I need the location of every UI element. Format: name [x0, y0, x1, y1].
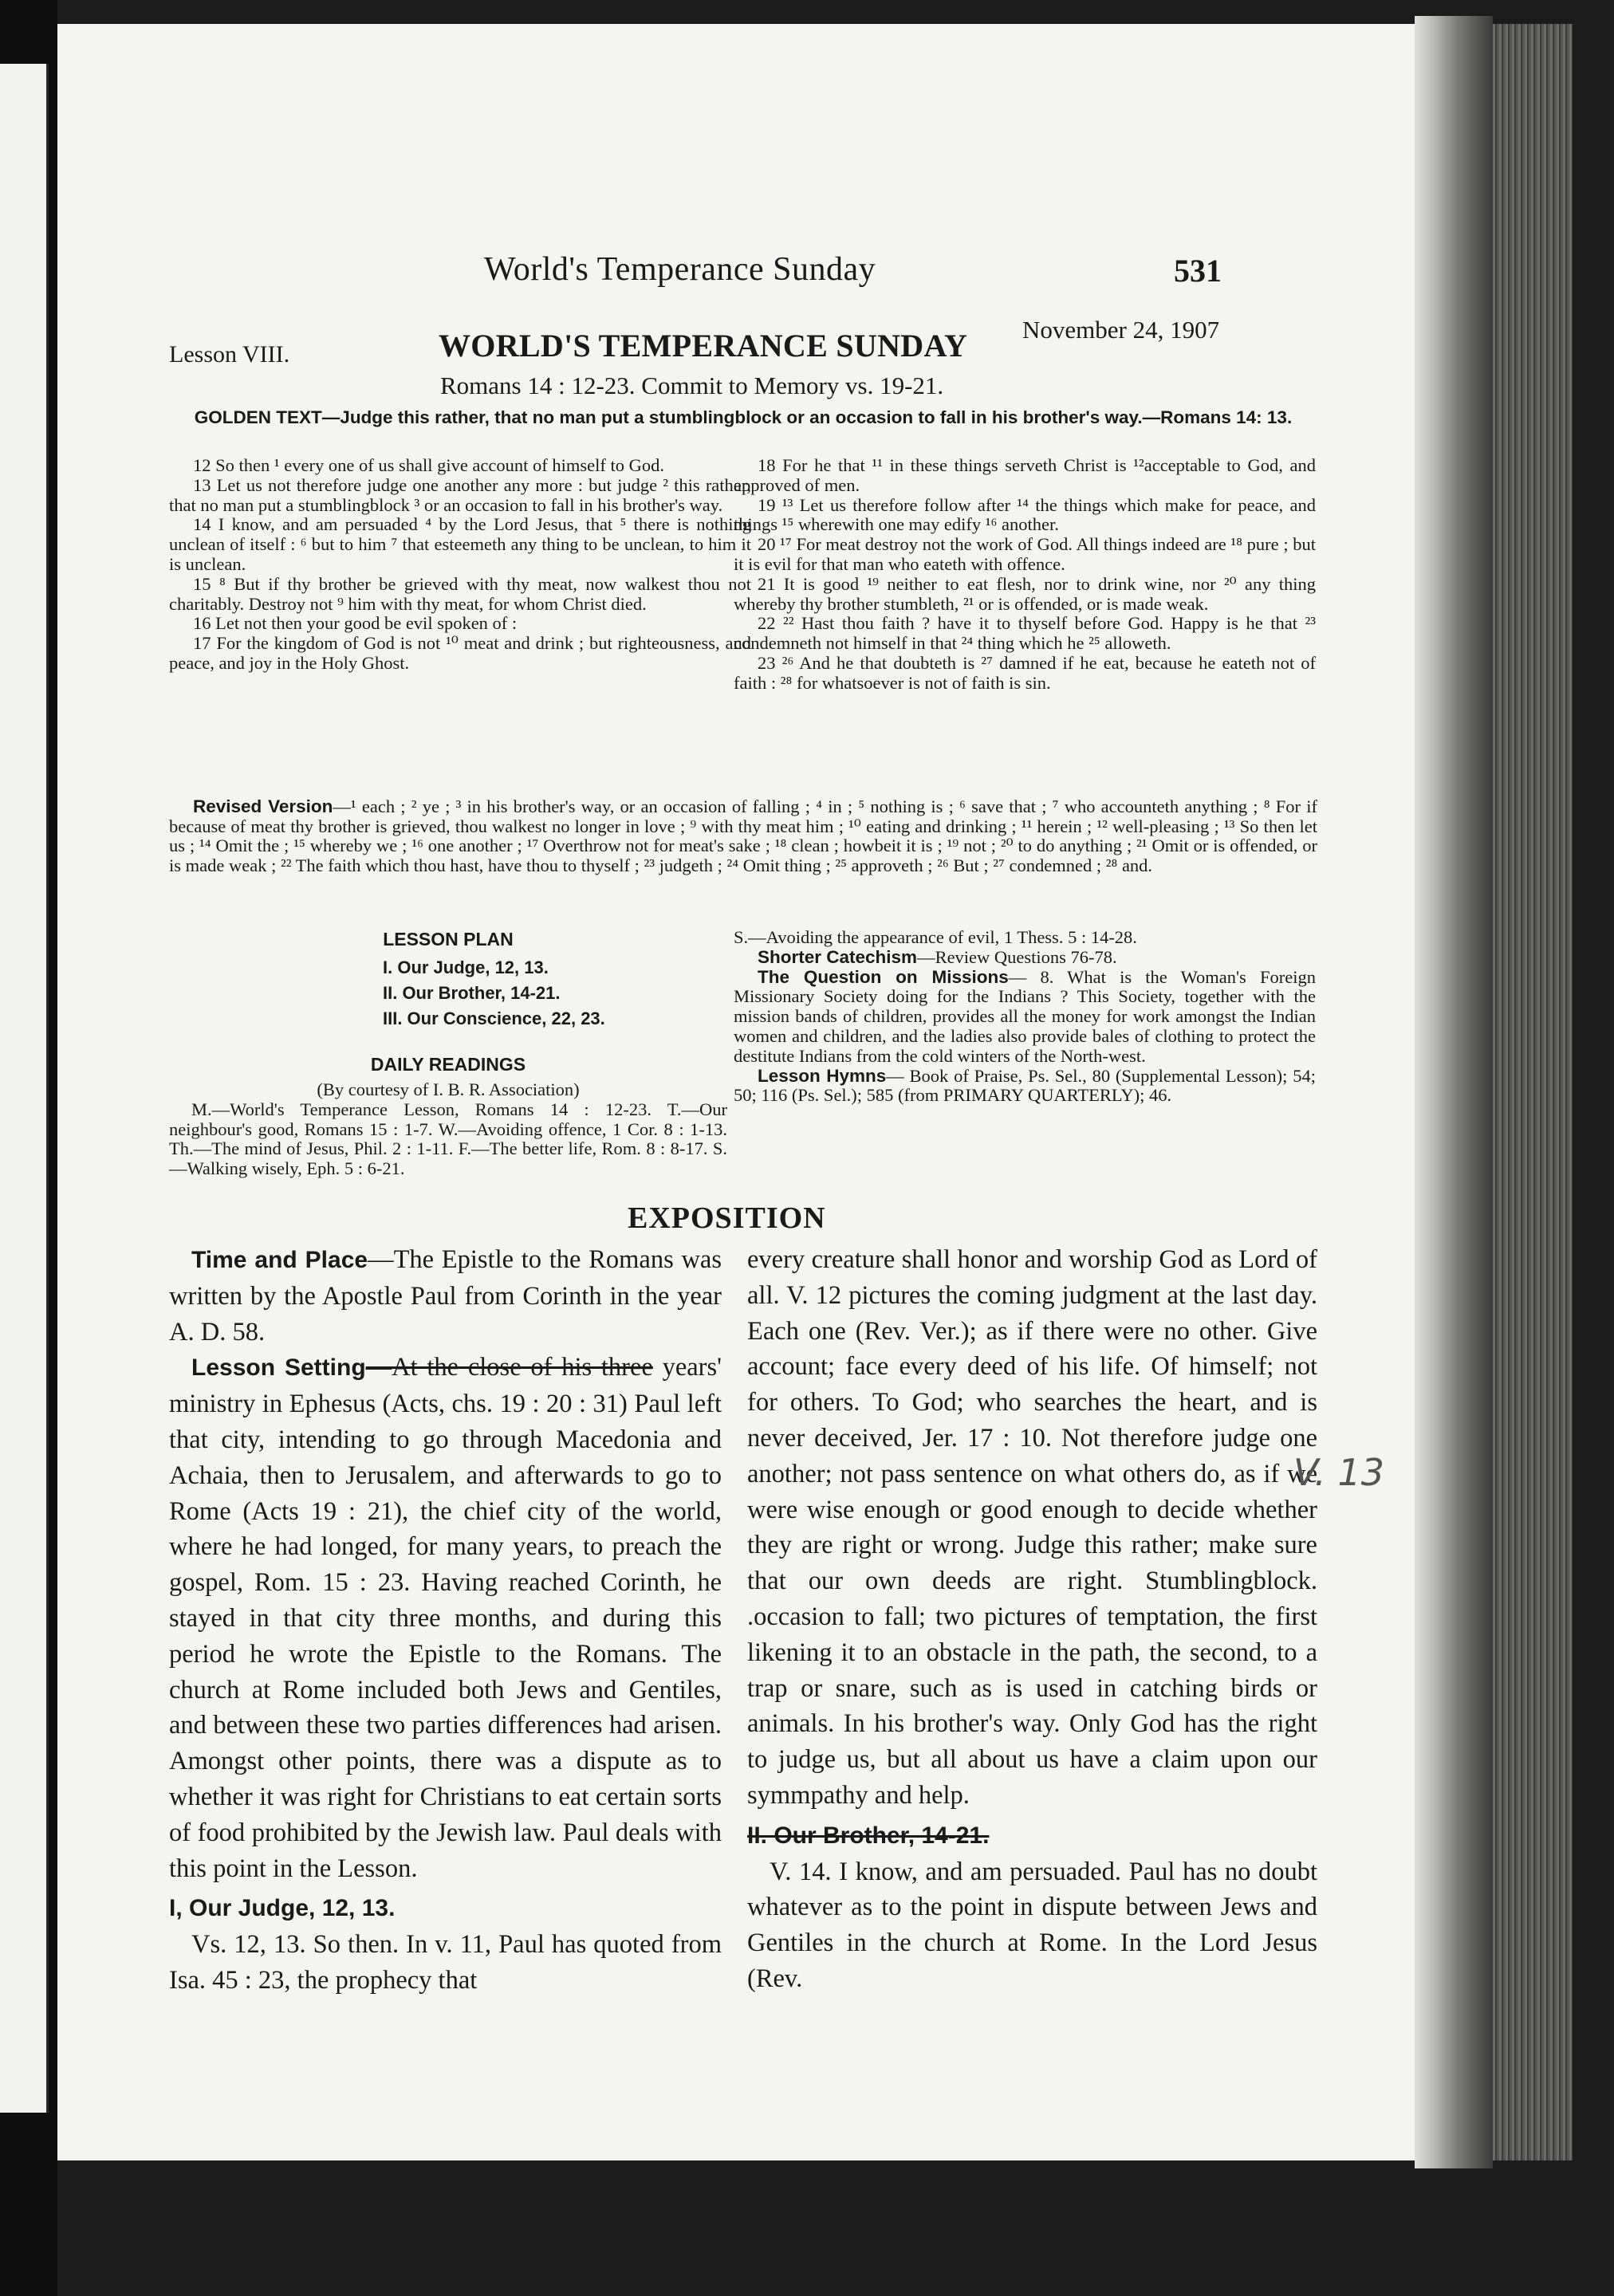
hymns-label: Lesson Hymns	[758, 1065, 887, 1086]
lesson-plan-item: I. Our Judge, 12, 13.	[383, 957, 549, 977]
lesson-plan-item: III. Our Conscience, 22, 23.	[383, 1008, 605, 1028]
page-stack-edge	[1493, 24, 1573, 2160]
lesson-date: November 24, 1907	[1022, 316, 1220, 344]
right-column-text: every creature shall honor and worship God as Lord of all. V. 12 pictures the coming judgment at the last day. Each one (Rev. Ver.); as if there were no other. Give account; face every deed of his life. Of himself; not for others. To God; who searches the heart, and is never deceived, Jer. 17 : 10. Not therefore judge one another; not pass sentence on what others do, as if we were wise enough or good enough to decide whether they are right or wrong. Judge this rather; make sure that our own deeds are right. Stumblingblock. .occasion to fall; two pictures of temptation, the first likening it to an obstacle in the path, the second, to a trap or snare, such as is used in catching birds or animals. In his brother's way. Only God has the right to judge us, but all about us have a claim upon our symmpathy and help.	[747, 1245, 1317, 1810]
scripture-reference: Romans 14 : 12-23. Commit to Memory vs. 19-21.	[440, 372, 944, 399]
catechism-text: —Review Questions 76-78.	[917, 946, 1117, 967]
previous-page-edge	[0, 64, 49, 2113]
lesson-title: WORLD'S TEMPERANCE SUNDAY	[439, 328, 968, 364]
lesson-plan-item: II. Our Brother, 14-21.	[383, 983, 561, 1003]
verse: 18 For he that ¹¹ in these things serveth Christ is ¹²acceptable to God, and approved of men.	[734, 455, 1316, 495]
exposition-left-column	[169, 1242, 722, 1999]
golden-text: GOLDEN TEXT—Judge this rather, that no man put a stumblingblock or an occasion to fall in his brother's way.—Romans 14: 13.	[194, 407, 1293, 427]
verse: 12 So then ¹ every one of us shall give account of himself to God.	[193, 455, 664, 475]
verse: 17 For the kingdom of God is not ¹⁰ meat and drink ; but righteousness, and peace, and joy in the Holy Ghost.	[169, 633, 751, 673]
hymns-text: — Book of Praise, Ps. Sel., 80 (Supplemental Lesson); 54; 50; 116 (Ps. Sel.); 585 (from PRIMARY QUARTERLY); 46.	[734, 1065, 1316, 1106]
time-place-label: Time and Place	[191, 1247, 368, 1273]
running-header-title: World's Temperance Sunday	[484, 251, 876, 288]
page-number: 531	[1174, 253, 1222, 289]
verse: 19 ¹³ Let us therefore follow after ¹⁴ the things which make for peace, and things ¹⁵ wherewith one may edify ¹⁶ another.	[734, 494, 1316, 535]
verse: 14 I know, and am persuaded ⁴ by the Lord Jesus, that ⁵ there is nothing unclean of itself : ⁶ but to him ⁷ that esteemeth any thing to be unclean, to him it is unclean.	[169, 514, 751, 574]
setting-struck-text: —At the close of his three	[365, 1353, 653, 1382]
section-heading-our-judge: I, Our Judge, 12, 13.	[169, 1895, 396, 1922]
s-reading-line: S.—Avoiding the appearance of evil, 1 Thess. 5 : 14-28.	[734, 927, 1137, 947]
book-page	[57, 24, 1415, 2160]
setting-label: Lesson Setting	[191, 1354, 366, 1382]
daily-readings	[169, 1054, 727, 1179]
revised-version-text: —¹ each ; ² ye ; ³ in his brother's way, or an occasion of falling ; ⁴ in ; ⁵ nothing is ; ⁶ save that ; ⁷ who accounteth anything ; ⁸ For if because of meat thy brother is grieved, thou walkest no longer in love ; ⁹ with thy meat him ; ¹⁰ eating and drinking ; ¹¹ herein ; ¹² well-pleasing ; ¹³ So then let us ; ¹⁴ Omit the ; ¹⁵ whereby we ; ¹⁶ one another ; ¹⁷ Overthrow not for meat's sake ; ¹⁸ clean ; howbeit it is ; ¹⁹ not ; ²⁰ to do anything ; ²¹ Omit or is offended, or is made weak ; ²² The faith which thou hast, have thou to thyself ; ²³ judgeth ; ²⁴ Omit thing ; ²⁵ approveth ; ²⁶ But ; ²⁷ condemned ; ²⁸ and.	[169, 796, 1317, 875]
verse: 21 It is good ¹⁹ neither to eat flesh, nor to drink wine, nor ²⁰ any thing whereby thy brother stumbleth, ²¹ or is offended, or is made weak.	[734, 573, 1316, 614]
exposition-heading: EXPOSITION	[628, 1201, 826, 1235]
verse: 22 ²² Hast thou faith ? have it to thyself before God. Happy is he that ²³ condemneth not himself in that ²⁴ thing which he ²⁵ alloweth.	[734, 613, 1316, 654]
section-heading-our-brother: II. Our Brother, 14-21.	[747, 1822, 990, 1849]
revised-version-notes	[169, 797, 1317, 875]
lesson-plan	[169, 929, 727, 1032]
section1-text: Vs. 12, 13. So then. In v. 11, Paul has quoted from Isa. 45 : 23, the prophecy that	[169, 1930, 722, 1995]
book-spine-shadow	[1415, 16, 1493, 2168]
verse: 20 ¹⁷ For meat destroy not the work of God. All things indeed are ¹⁸ pure ; but it is evil for that man who eateth with offence.	[734, 534, 1316, 574]
lesson-plan-heading: LESSON PLAN	[383, 929, 514, 949]
verse: 16 Let not then your good be evil spoken of :	[193, 613, 518, 634]
verse: 23 ²⁶ And he that doubteth is ²⁷ damned if he eat, because he eateth not of faith : ²⁸ for whatsoever is not of faith is sin.	[734, 652, 1316, 693]
verses-left-column	[169, 456, 751, 674]
verses-right-column	[734, 456, 1316, 694]
daily-readings-text: M.—World's Temperance Lesson, Romans 14 : 12-23. T.—Our neighbour's good, Romans 15 : 1-7. W.—Avoiding offence, 1 Cor. 8 : 1-13. Th.—The mind of Jesus, Phil. 2 : 1-11. F.—The better life, Rom. 8 : 8-17. S.—Walking wisely, Eph. 5 : 6-21.	[169, 1099, 727, 1179]
revised-version-label: Revised Version	[193, 796, 333, 816]
missions-text: — 8. What is the Woman's Foreign Missionary Society doing for the Indians ? This Society, together with the mission bands of children, provides all the money for work amongst the Indian women and children, and the ladies also provide bales of clothing to protect the destitute Indians from the cold winters of the North-west.	[734, 966, 1316, 1066]
catechism-label: Shorter Catechism	[758, 946, 918, 967]
handwritten-margin-note: V. 13	[1293, 1451, 1384, 1494]
daily-readings-heading: DAILY READINGS	[370, 1054, 526, 1075]
setting-text: years' ministry in Ephesus (Acts, chs. 19 : 20 : 31) Paul left that city, intending to go through Macedonia and Achaia, then to Jerusalem, and afterwards to go to Rome (Acts 19 : 21), the chief city of the world, where he had longed, for many years, to preach the gospel, Rom. 15 : 23. Having reached Corinth, he stayed in that city three months, and during this period he wrote the Epistle to the Romans. The church at Rome included both Jews and Gentiles, and between these two parties differences had arisen. Amongst other points, there was a dispute as to whether it was right for Christians to eat certain sorts of food prohibited by the Jewish law. Paul deals with this point in the Lesson.	[169, 1353, 722, 1883]
time-place-text: —The Epistle to the Romans was written by the Apostle Paul from Corinth in the year A. D. 58.	[169, 1245, 722, 1347]
daily-readings-courtesy: (By courtesy of I. B. R. Association)	[317, 1079, 580, 1099]
missions-label: The Question on Missions	[758, 966, 1009, 987]
lesson-number: Lesson VIII.	[169, 341, 290, 368]
section2-text: V. 14. I know, and am persuaded. Paul has no doubt whatever as to the point in dispute between Jews and Gentiles in the church at Rome. In the Lord Jesus (Rev.	[747, 1857, 1317, 1993]
verse: 13 Let us not therefore judge one another any more : but judge ² this rather, that no man put a stumblingblock ³ or an occasion to fall in his brother's way.	[169, 474, 751, 515]
exposition-right-column	[747, 1242, 1317, 1997]
verse: 15 ⁸ But if thy brother be grieved with thy meat, now walkest thou not charitably. Destroy not ⁹ him with thy meat, for whom Christ died.	[169, 573, 751, 614]
right-notes	[734, 928, 1316, 1106]
